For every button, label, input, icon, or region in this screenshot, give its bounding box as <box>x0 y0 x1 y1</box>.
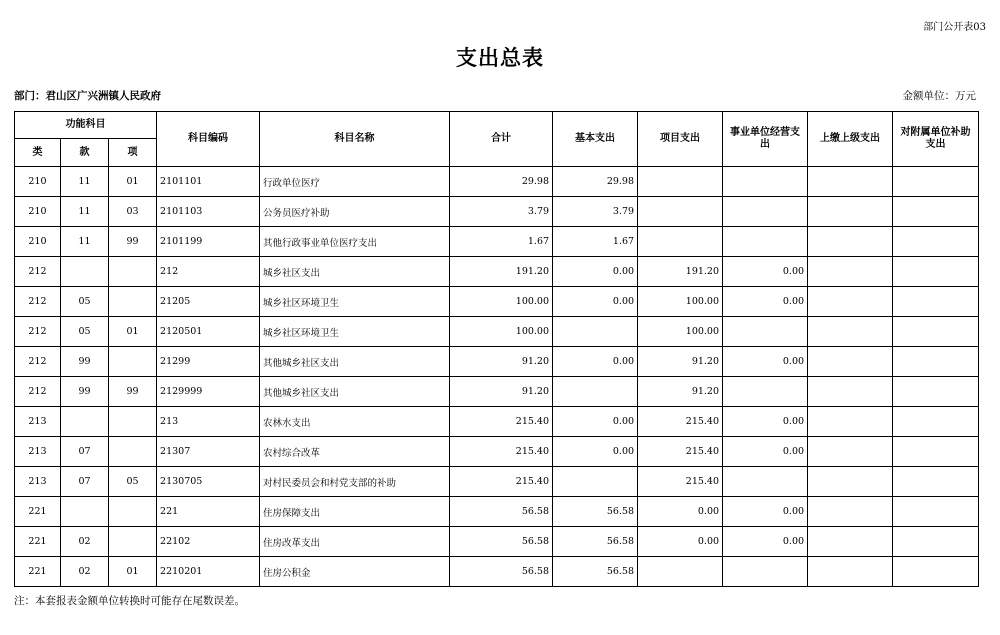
cell-subsidy <box>893 167 979 197</box>
cell-business: 0.00 <box>723 437 808 467</box>
cell-xiang: 05 <box>109 467 157 497</box>
cell-name: 其他行政事业单位医疗支出 <box>260 227 450 257</box>
cell-xiang: 99 <box>109 227 157 257</box>
cell-xiang <box>109 287 157 317</box>
header-kuan: 款 <box>61 139 109 167</box>
cell-kuan: 02 <box>61 557 109 587</box>
cell-code: 22102 <box>157 527 260 557</box>
cell-name: 住房改革支出 <box>260 527 450 557</box>
cell-xiang <box>109 497 157 527</box>
cell-xiang: 01 <box>109 557 157 587</box>
cell-total: 56.58 <box>450 557 553 587</box>
cell-total: 91.20 <box>450 347 553 377</box>
cell-upper <box>808 377 893 407</box>
table-row <box>15 227 979 257</box>
cell-code: 2101101 <box>157 167 260 197</box>
cell-project <box>638 227 723 257</box>
cell-subsidy <box>893 287 979 317</box>
cell-total: 3.79 <box>450 197 553 227</box>
page-code: 部门公开表03 <box>923 22 986 33</box>
cell-project <box>638 557 723 587</box>
page-title: 支出总表 <box>456 46 544 70</box>
cell-xiang <box>109 437 157 467</box>
cell-total: 191.20 <box>450 257 553 287</box>
cell-code: 213 <box>157 407 260 437</box>
cell-business: 0.00 <box>723 527 808 557</box>
cell-basic: 1.67 <box>553 227 638 257</box>
cell-upper <box>808 257 893 287</box>
cell-basic: 56.58 <box>553 557 638 587</box>
cell-subsidy <box>893 257 979 287</box>
cell-basic: 0.00 <box>553 257 638 287</box>
cell-kuan: 11 <box>61 167 109 197</box>
cell-total: 215.40 <box>450 437 553 467</box>
header-name: 科目名称 <box>260 112 450 167</box>
cell-kuan: 99 <box>61 377 109 407</box>
cell-name: 城乡社区环境卫生 <box>260 317 450 347</box>
cell-code: 2129999 <box>157 377 260 407</box>
cell-upper <box>808 227 893 257</box>
cell-business <box>723 467 808 497</box>
table-row <box>15 287 979 317</box>
cell-basic: 0.00 <box>553 407 638 437</box>
cell-subsidy <box>893 227 979 257</box>
table-row <box>15 437 979 467</box>
cell-subsidy <box>893 197 979 227</box>
cell-basic <box>553 317 638 347</box>
cell-upper <box>808 497 893 527</box>
cell-upper <box>808 167 893 197</box>
cell-upper <box>808 467 893 497</box>
cell-project: 215.40 <box>638 407 723 437</box>
cell-name: 农村综合改革 <box>260 437 450 467</box>
cell-kuan: 05 <box>61 317 109 347</box>
cell-code: 2210201 <box>157 557 260 587</box>
cell-kuan <box>61 497 109 527</box>
table-row <box>15 557 979 587</box>
cell-name: 公务员医疗补助 <box>260 197 450 227</box>
table-row <box>15 347 979 377</box>
cell-kuan: 05 <box>61 287 109 317</box>
cell-upper <box>808 317 893 347</box>
cell-lei: 212 <box>15 287 61 317</box>
department-label: 部门：君山区广兴洲镇人民政府 <box>14 90 161 102</box>
cell-xiang: 03 <box>109 197 157 227</box>
cell-basic: 56.58 <box>553 527 638 557</box>
header-upper: 上缴上级支出 <box>808 112 893 167</box>
table-body <box>15 167 979 587</box>
cell-basic: 3.79 <box>553 197 638 227</box>
table-row <box>15 167 979 197</box>
cell-name: 行政单位医疗 <box>260 167 450 197</box>
cell-basic: 56.58 <box>553 497 638 527</box>
amount-unit-label: 金额单位：万元 <box>902 90 976 102</box>
cell-code: 2120501 <box>157 317 260 347</box>
cell-upper <box>808 437 893 467</box>
cell-subsidy <box>893 557 979 587</box>
cell-business: 0.00 <box>723 347 808 377</box>
cell-business <box>723 317 808 347</box>
cell-project: 91.20 <box>638 347 723 377</box>
table-row <box>15 407 979 437</box>
cell-project: 191.20 <box>638 257 723 287</box>
cell-basic: 29.98 <box>553 167 638 197</box>
cell-xiang: 01 <box>109 167 157 197</box>
cell-upper <box>808 557 893 587</box>
cell-total: 215.40 <box>450 407 553 437</box>
cell-code: 21307 <box>157 437 260 467</box>
table-row <box>15 527 979 557</box>
cell-basic: 0.00 <box>553 347 638 377</box>
cell-total: 29.98 <box>450 167 553 197</box>
cell-upper <box>808 287 893 317</box>
cell-total: 56.58 <box>450 497 553 527</box>
cell-business: 0.00 <box>723 257 808 287</box>
header-business: 事业单位经营支出 <box>723 112 808 167</box>
cell-xiang: 01 <box>109 317 157 347</box>
cell-business: 0.00 <box>723 287 808 317</box>
cell-project <box>638 197 723 227</box>
cell-kuan: 07 <box>61 467 109 497</box>
cell-kuan <box>61 257 109 287</box>
cell-lei: 213 <box>15 407 61 437</box>
cell-lei: 221 <box>15 527 61 557</box>
cell-kuan: 99 <box>61 347 109 377</box>
cell-name: 其他城乡社区支出 <box>260 347 450 377</box>
table-row <box>15 317 979 347</box>
cell-basic: 0.00 <box>553 287 638 317</box>
header-lei: 类 <box>15 139 61 167</box>
cell-basic <box>553 467 638 497</box>
cell-total: 100.00 <box>450 317 553 347</box>
cell-total: 91.20 <box>450 377 553 407</box>
cell-code: 21299 <box>157 347 260 377</box>
cell-name: 其他城乡社区支出 <box>260 377 450 407</box>
footnote: 注：本套报表金额单位转换时可能存在尾数误差。 <box>14 595 245 607</box>
cell-subsidy <box>893 317 979 347</box>
cell-business: 0.00 <box>723 407 808 437</box>
cell-subsidy <box>893 377 979 407</box>
cell-business <box>723 227 808 257</box>
cell-lei: 212 <box>15 347 61 377</box>
cell-code: 2130705 <box>157 467 260 497</box>
cell-name: 城乡社区支出 <box>260 257 450 287</box>
cell-upper <box>808 527 893 557</box>
cell-code: 2101199 <box>157 227 260 257</box>
cell-project: 91.20 <box>638 377 723 407</box>
header-project: 项目支出 <box>638 112 723 167</box>
cell-name: 城乡社区环境卫生 <box>260 287 450 317</box>
expenditure-table <box>14 111 979 587</box>
cell-lei: 213 <box>15 437 61 467</box>
cell-business <box>723 167 808 197</box>
cell-total: 215.40 <box>450 467 553 497</box>
cell-subsidy <box>893 497 979 527</box>
cell-total: 56.58 <box>450 527 553 557</box>
cell-lei: 210 <box>15 167 61 197</box>
header-xiang: 项 <box>109 139 157 167</box>
cell-subsidy <box>893 467 979 497</box>
cell-lei: 221 <box>15 557 61 587</box>
cell-code: 212 <box>157 257 260 287</box>
cell-lei: 210 <box>15 227 61 257</box>
header-total: 合计 <box>450 112 553 167</box>
cell-subsidy <box>893 407 979 437</box>
cell-name: 住房保障支出 <box>260 497 450 527</box>
cell-kuan: 02 <box>61 527 109 557</box>
cell-xiang <box>109 407 157 437</box>
table-row <box>15 497 979 527</box>
cell-code: 2101103 <box>157 197 260 227</box>
cell-upper <box>808 407 893 437</box>
cell-xiang <box>109 527 157 557</box>
cell-lei: 213 <box>15 467 61 497</box>
cell-lei: 221 <box>15 497 61 527</box>
cell-subsidy <box>893 347 979 377</box>
cell-name: 农林水支出 <box>260 407 450 437</box>
cell-code: 21205 <box>157 287 260 317</box>
table-row <box>15 377 979 407</box>
cell-kuan: 11 <box>61 197 109 227</box>
cell-lei: 212 <box>15 377 61 407</box>
header-code: 科目编码 <box>157 112 260 167</box>
cell-kuan: 11 <box>61 227 109 257</box>
cell-project: 0.00 <box>638 497 723 527</box>
header-basic: 基本支出 <box>553 112 638 167</box>
cell-lei: 212 <box>15 317 61 347</box>
table-row <box>15 257 979 287</box>
cell-name: 住房公积金 <box>260 557 450 587</box>
cell-code: 221 <box>157 497 260 527</box>
cell-project: 100.00 <box>638 287 723 317</box>
cell-business <box>723 377 808 407</box>
cell-total: 1.67 <box>450 227 553 257</box>
cell-project: 215.40 <box>638 437 723 467</box>
table-row <box>15 467 979 497</box>
cell-lei: 212 <box>15 257 61 287</box>
header-subsidy: 对附属单位补助支出 <box>893 112 979 167</box>
cell-project <box>638 167 723 197</box>
cell-name: 对村民委员会和村党支部的补助 <box>260 467 450 497</box>
cell-xiang: 99 <box>109 377 157 407</box>
cell-lei: 210 <box>15 197 61 227</box>
cell-basic <box>553 377 638 407</box>
cell-upper <box>808 197 893 227</box>
cell-project: 100.00 <box>638 317 723 347</box>
cell-kuan <box>61 407 109 437</box>
cell-project: 215.40 <box>638 467 723 497</box>
cell-business <box>723 197 808 227</box>
cell-business <box>723 557 808 587</box>
cell-kuan: 07 <box>61 437 109 467</box>
header-func-group: 功能科目 <box>15 112 157 139</box>
cell-project: 0.00 <box>638 527 723 557</box>
cell-upper <box>808 347 893 377</box>
cell-xiang <box>109 347 157 377</box>
cell-subsidy <box>893 437 979 467</box>
table-row <box>15 197 979 227</box>
cell-subsidy <box>893 527 979 557</box>
cell-basic: 0.00 <box>553 437 638 467</box>
cell-total: 100.00 <box>450 287 553 317</box>
cell-xiang <box>109 257 157 287</box>
cell-business: 0.00 <box>723 497 808 527</box>
